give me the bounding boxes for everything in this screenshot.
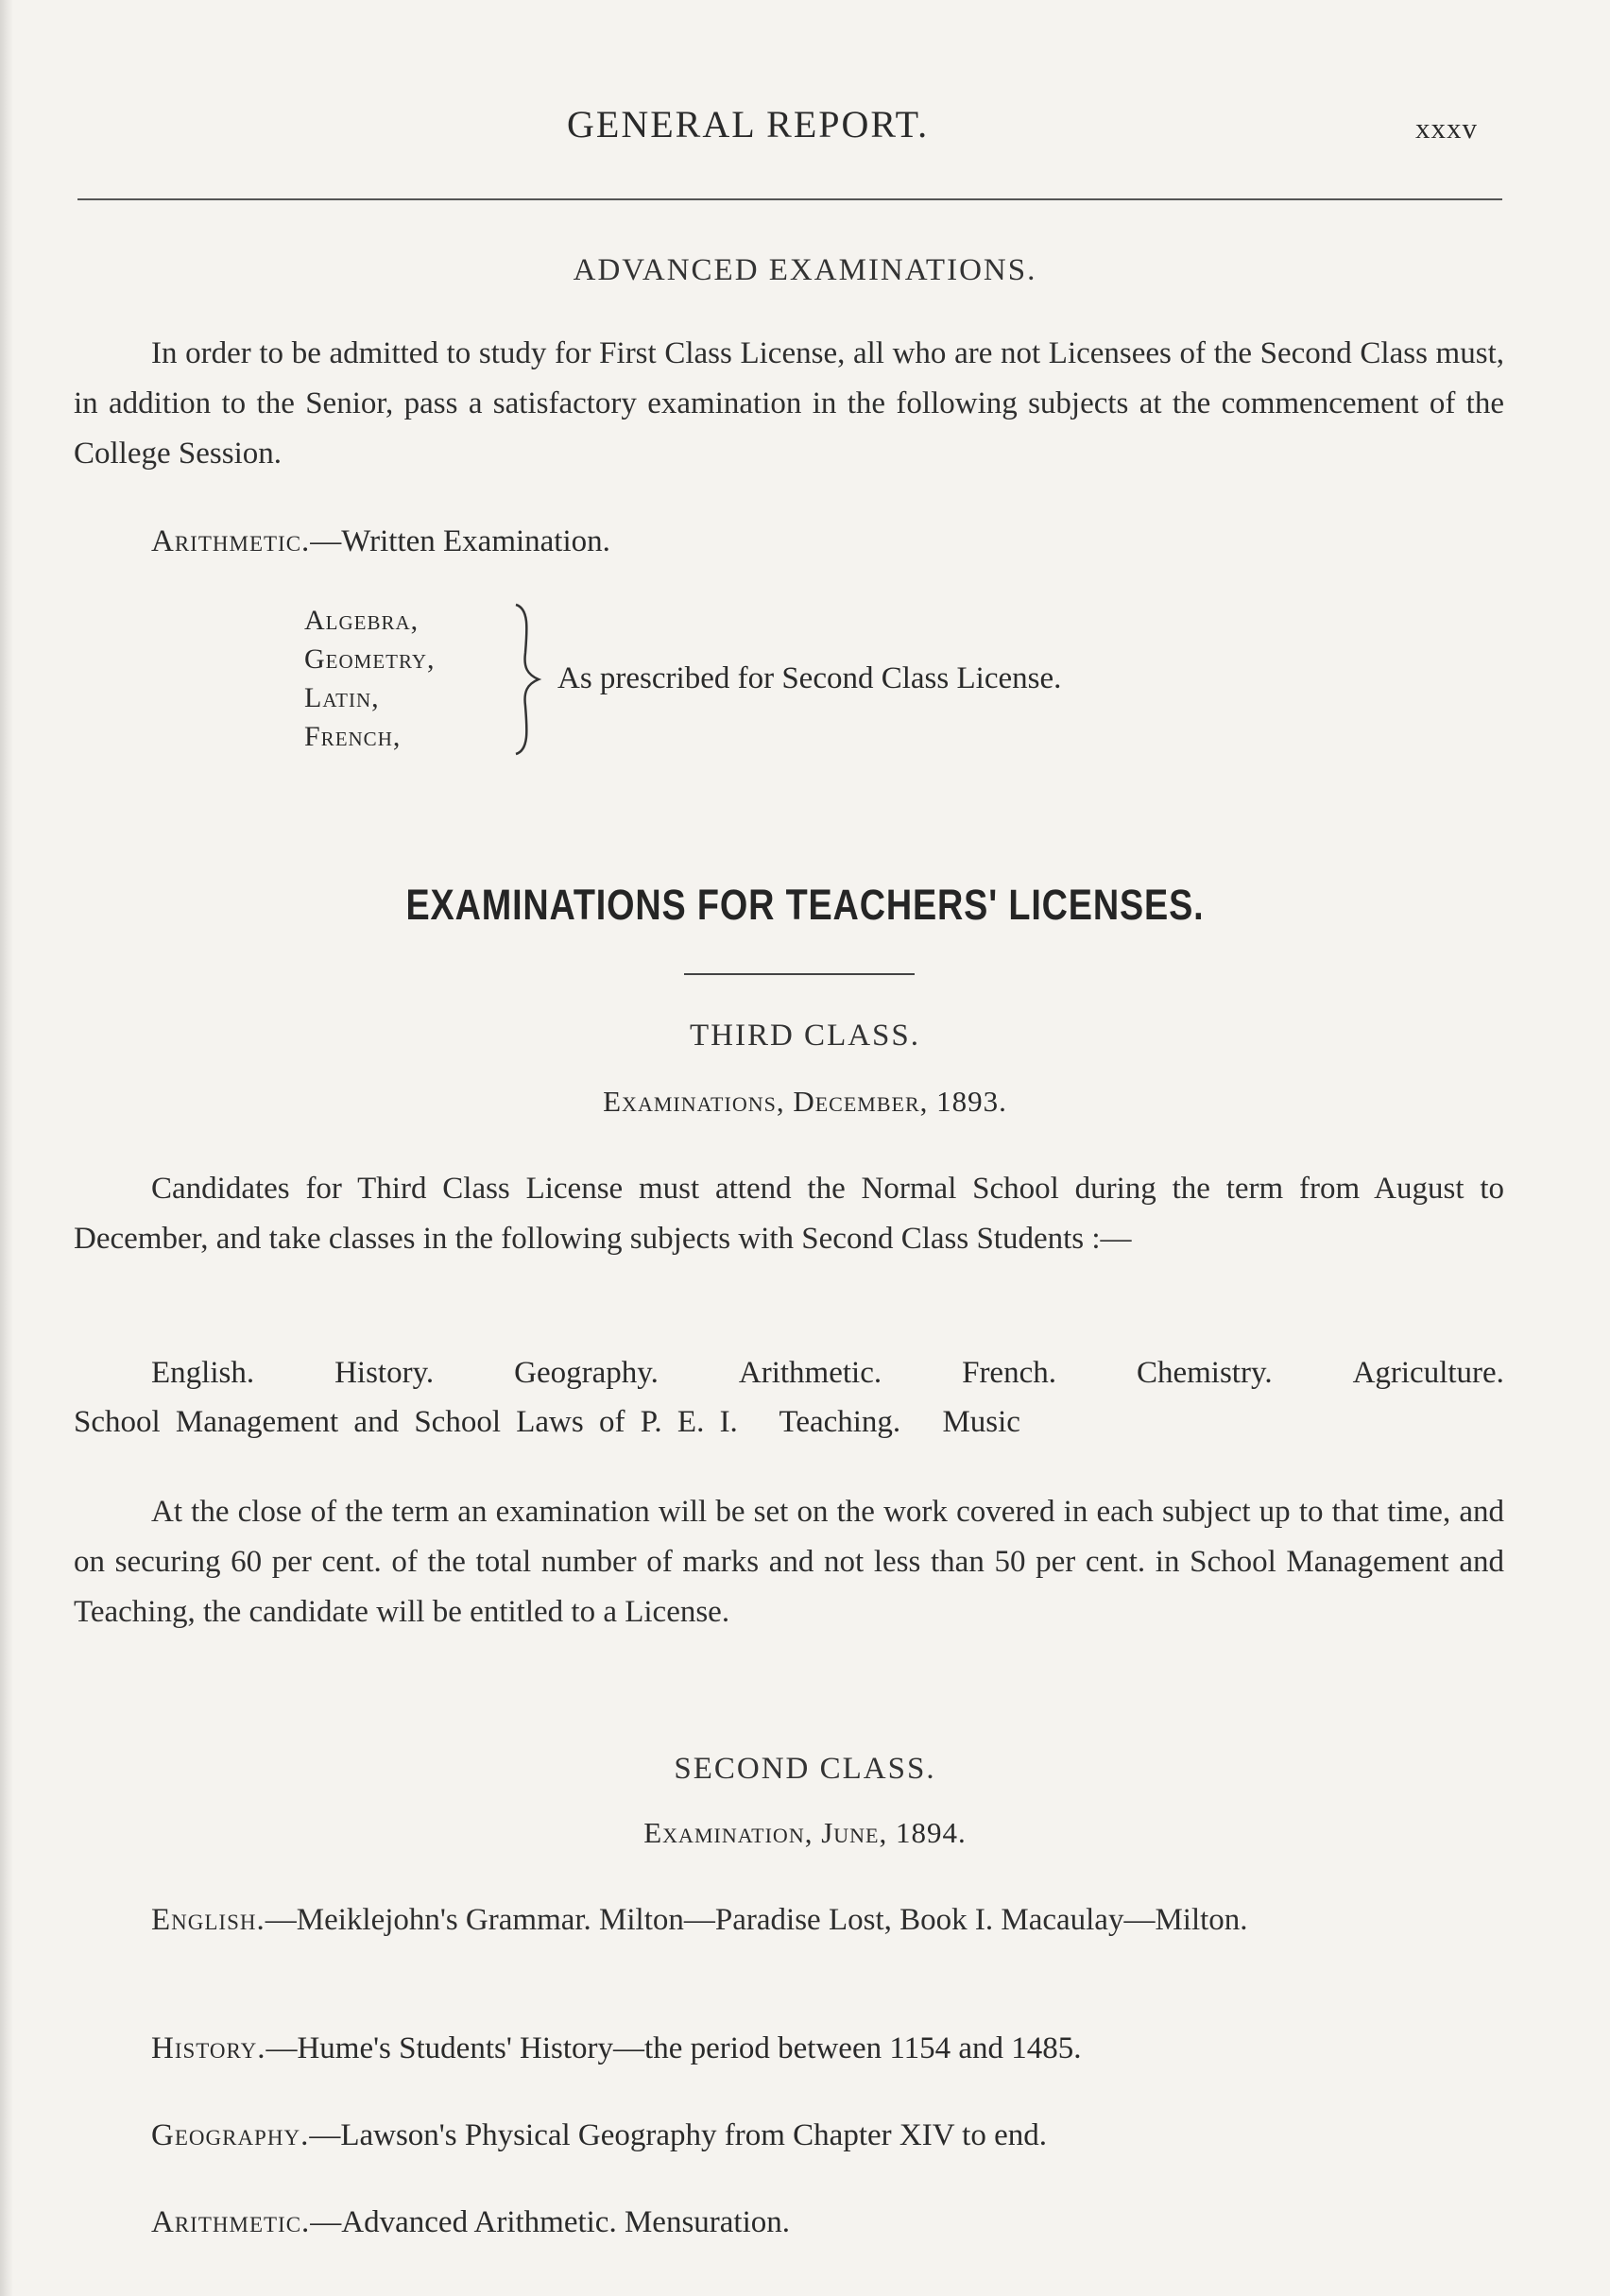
second-class-english-entry: [74, 1895, 1504, 1945]
subject-item: Chemistry.: [1136, 1356, 1273, 1390]
bracketed-subject: Latin,: [304, 682, 380, 713]
page-number: xxxv: [1415, 111, 1478, 145]
third-class-subjects-line-2: [74, 1405, 1047, 1440]
subject-item: Arithmetic.: [738, 1356, 882, 1390]
subject-item: History.: [334, 1356, 435, 1390]
english-text: —Meiklejohn's Grammar. Milton—Paradise Lost, Book I. Macaulay—Milton.: [265, 1903, 1248, 1937]
second-class-geography-entry: [151, 2118, 1512, 2153]
second-class-heading: SECOND CLASS.: [674, 1752, 936, 1786]
subject-item: French.: [962, 1356, 1056, 1390]
bracketed-subject-list: [304, 601, 436, 756]
advanced-intro-paragraph: In order to be admitted to study for First Class License, all who are not Licensees of the Second Class must, in addition to the Senior, pass a satisfactory examination in the following subjects at the commencement of the College Session.: [74, 336, 1504, 471]
third-class-closing-paragraph: At the close of the term an examination will be set on the work covered in each subject up to that time, and on securing 60 per cent. of the total number of marks and not less than 50 per cent. in School Management and Teaching, the candidate will be entitled to a License.: [74, 1495, 1504, 1629]
arithmetic-text: —Written Examination.: [310, 524, 610, 558]
advanced-arithmetic-line: [151, 524, 1512, 559]
page-edge-shadow: [0, 0, 13, 2296]
arithmetic-text: —Advanced Arithmetic. Mensuration.: [310, 2205, 791, 2239]
third-class-exam-date: Examinations, December, 1893.: [603, 1085, 1007, 1118]
bracketed-subject: Algebra,: [304, 605, 420, 636]
third-class-heading: THIRD CLASS.: [689, 1019, 921, 1053]
third-class-intro-paragraph: Candidates for Third Class License must attend the Normal School during the term from August to December, and take classes in the following subjects with Second Class Students :—: [74, 1172, 1504, 1256]
subject-item: Teaching.: [779, 1405, 901, 1439]
history-label: History.: [151, 2031, 266, 2065]
bracketed-subject: Geometry,: [304, 643, 436, 675]
teachers-licenses-title: EXAMINATIONS FOR TEACHERS' LICENSES.: [405, 881, 1205, 929]
geography-label: Geography.: [151, 2118, 310, 2152]
curly-brace-icon: [508, 601, 546, 758]
subject-item: Music: [942, 1405, 1020, 1439]
second-class-history-entry: [151, 2031, 1512, 2066]
subject-item: Geography.: [514, 1356, 659, 1390]
history-text: —Hume's Students' History—the period between 1154 and 1485.: [265, 2031, 1082, 2065]
second-class-arithmetic-entry: [151, 2205, 1512, 2240]
english-label: English.: [151, 1903, 265, 1937]
advanced-examinations-heading: ADVANCED EXAMINATIONS.: [573, 253, 1037, 287]
arithmetic-label: Arithmetic.: [151, 2205, 311, 2239]
bracket-note: As prescribed for Second Class License.: [557, 661, 1062, 695]
header-rule: [77, 198, 1502, 200]
third-class-subjects-line-1: [151, 1356, 1504, 1391]
arithmetic-label: Arithmetic.: [151, 524, 311, 558]
second-class-exam-date: Examination, June, 1894.: [643, 1816, 967, 1849]
subject-item: English.: [151, 1356, 255, 1390]
subject-item: School Management and School Laws of P. E. I.: [74, 1405, 738, 1439]
geography-text: —Lawson's Physical Geography from Chapter XIV to end.: [309, 2118, 1048, 2152]
subject-item: Agriculture.: [1352, 1356, 1504, 1390]
title-rule: [684, 973, 915, 975]
running-title: GENERAL REPORT.: [567, 103, 930, 146]
bracketed-subject: French,: [304, 721, 402, 752]
